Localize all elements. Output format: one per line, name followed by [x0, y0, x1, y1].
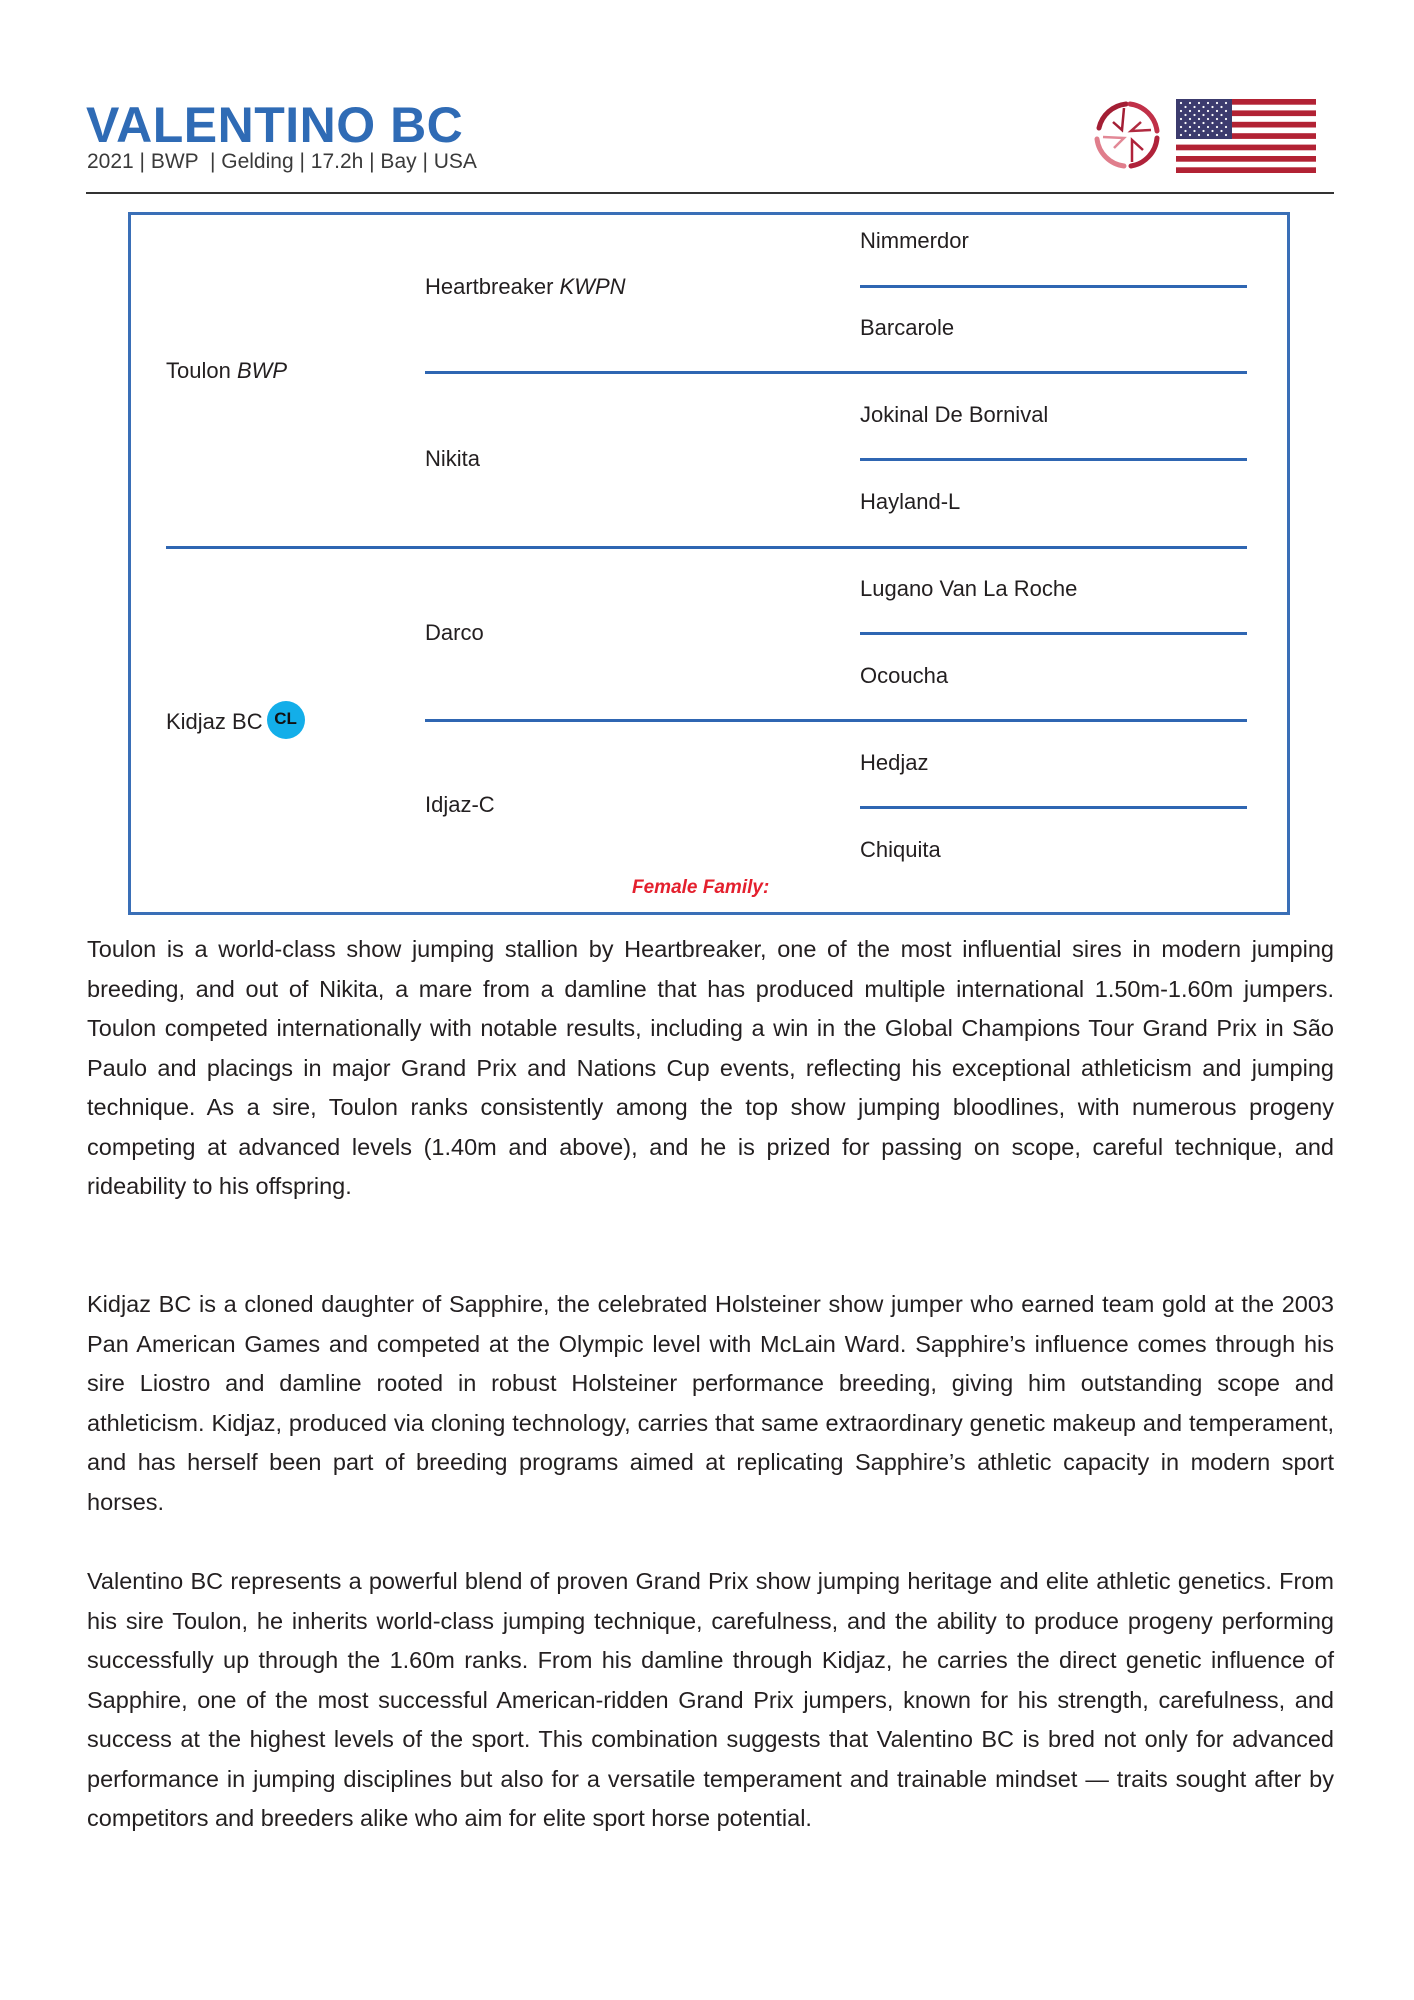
sire-name	[166, 358, 287, 384]
pedigree-line	[860, 632, 1247, 635]
pedigree-line	[860, 458, 1247, 461]
horse-details-subtitle: 2021 | BWP | Gelding | 17.2h | Bay | USA	[87, 150, 477, 173]
gen3-name: Ocoucha	[860, 663, 949, 688]
gen3-name: Nimmerdor	[860, 228, 969, 253]
gen3-name: Barcarole	[860, 315, 955, 340]
pedigree-line	[860, 285, 1247, 288]
dam-dam-name: Idjaz-C	[425, 792, 495, 817]
pedigree-chart	[128, 212, 1290, 915]
sire-name-text: Toulon	[166, 358, 231, 383]
sire-sire-name	[425, 274, 626, 300]
female-family-label: Female Family:	[632, 877, 770, 898]
sire-dam-name: Nikita	[425, 446, 481, 471]
gen3-name: Jokinal De Bornival	[860, 402, 1049, 427]
gen3-name: Hedjaz	[860, 750, 929, 775]
gen3-name: Lugano Van La Roche	[860, 576, 1078, 601]
gen3-name: Hayland-L	[860, 489, 961, 514]
usa-flag-icon	[1176, 99, 1316, 173]
sire-sire-breed: KWPN	[559, 274, 626, 299]
sire-sire-name-text: Heartbreaker	[425, 274, 554, 299]
description-paragraph-sire: Toulon is a world-class show jumping stallion by Heartbreaker, one of the most influential sires in modern jumping breeding, and out of Nikita, a mare from a damline that has produced multiple international 1.50m-1.60m jumpers. Toulon competed internationally with notable results, including a win in the Global Champions Tour Grand Prix in São Paulo and placings in major Grand Prix and Nations Cup events, reflecting his exceptional athleticism and jumping technique. As a sire, Toulon ranks consistently among the top show jumping bloodlines, with numerous progeny competing at advanced levels (1.40m and above), and he is prized for passing on scope, careful technique, and rideability to his offspring.	[87, 936, 1334, 1199]
pedigree-line	[166, 546, 1247, 549]
pedigree-line	[860, 806, 1247, 809]
horse-name-title: VALENTINO BC	[86, 97, 464, 153]
dam-name-text: Kidjaz BC	[166, 708, 263, 734]
pedigree-line	[425, 371, 1247, 374]
description-paragraph-summary: Valentino BC represents a powerful blend of proven Grand Prix show jumping heritage and elite athletic genetics. From his sire Toulon, he inherits world-class jumping technique, carefulness, and the ability to produce progeny performing successfully up through the 1.60m ranks. From his damline through Kidjaz, he carries the direct genetic influence of Sapphire, one of the most successful American-ridden Grand Prix jumpers, known for his strength, carefulness, and success at the highest levels of the sport. This combination suggests that Valentino BC is bred not only for advanced performance in jumping disciplines but also for a versatile temperament and trainable mindset — traits sought after by competitors and breeders alike who aim for elite sport horse potential.	[87, 1568, 1334, 1831]
gen3-name: Chiquita	[860, 837, 941, 862]
header-divider	[86, 192, 1334, 194]
pedigree-line	[425, 719, 1247, 722]
dam-name	[166, 707, 305, 739]
sire-breed: BWP	[236, 358, 288, 383]
clone-badge: CL	[267, 701, 305, 739]
dam-sire-name: Darco	[425, 620, 484, 645]
description-paragraph-dam: Kidjaz BC is a cloned daughter of Sapphire, the celebrated Holsteiner show jumper who earned team gold at the 2003 Pan American Games and competed at the Olympic level with McLain Ward. Sapphire’s influence comes through his sire Liostro and damline rooted in robust Holsteiner performance breeding, giving him outstanding scope and athleticism. Kidjaz, produced via cloning technology, carries that same extraordinary genetic makeup and temperament, and has herself been part of breeding programs aimed at replicating Sapphire’s athletic capacity in modern sport horses.	[87, 1291, 1334, 1515]
compass-logo-icon	[1093, 100, 1163, 170]
